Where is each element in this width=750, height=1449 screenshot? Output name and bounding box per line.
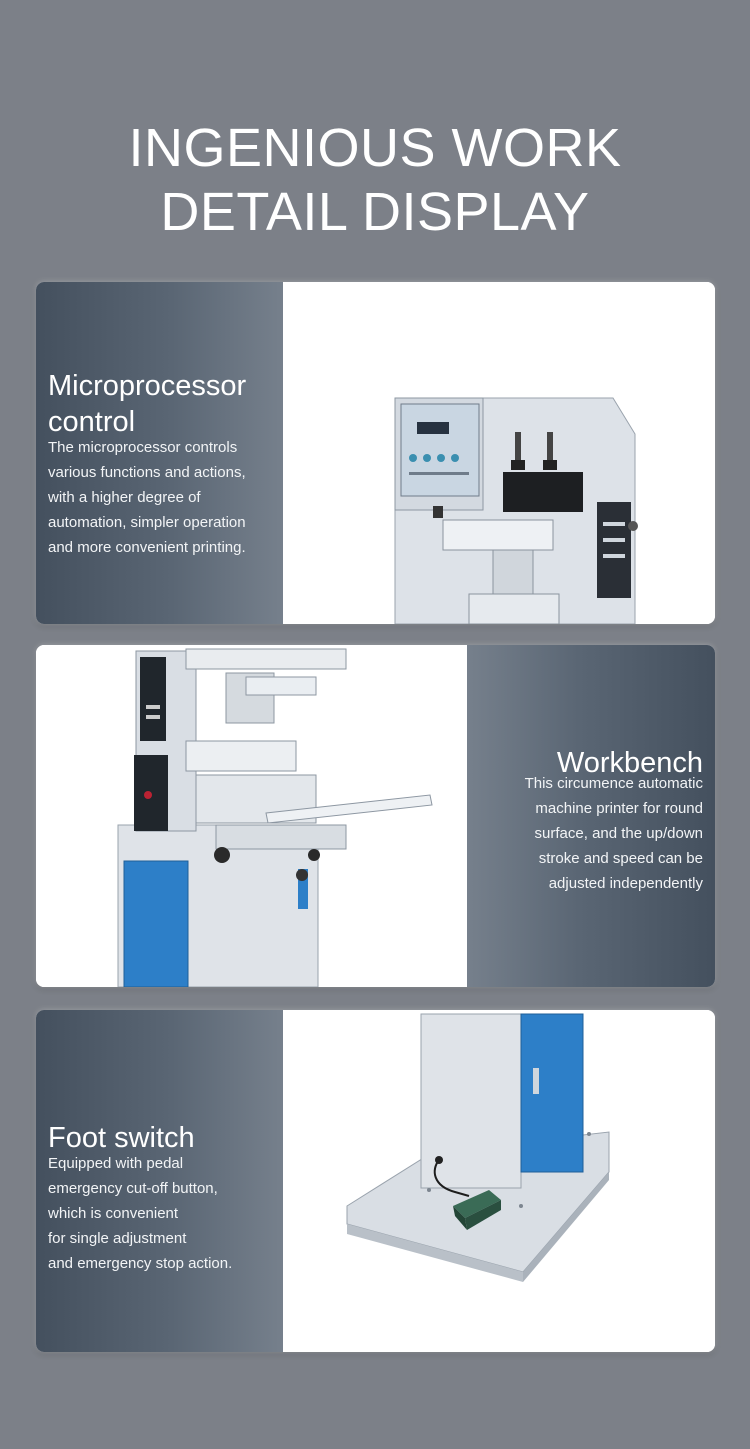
feature-heading-line-2: control (48, 406, 136, 439)
feature-heading: Workbench (556, 747, 703, 780)
feature-description-line: with a higher degree of (48, 489, 201, 506)
feature-description (471, 771, 703, 896)
feature-text-panel (467, 645, 715, 987)
feature-description-line: various functions and actions, (48, 464, 246, 481)
feature-description-line: machine printer for round (535, 800, 703, 817)
feature-heading: Foot switch (48, 1122, 195, 1155)
feature-description (48, 435, 279, 560)
feature-card-microprocessor (36, 282, 715, 624)
feature-description-line: which is convenient (48, 1205, 179, 1222)
feature-text-panel (36, 1010, 283, 1352)
feature-card-workbench (36, 645, 715, 987)
page-title-line-2: DETAIL DISPLAY (160, 182, 590, 243)
feature-description-line: stroke and speed can be (538, 850, 703, 867)
feature-description-line: emergency cut-off button, (48, 1180, 218, 1197)
feature-description-line: for single adjustment (48, 1230, 187, 1247)
machine-control-panel-image (283, 282, 715, 624)
feature-description-line: Equipped with pedal (48, 1155, 184, 1172)
feature-description-line: The microprocessor controls (48, 439, 238, 456)
feature-heading (48, 368, 279, 440)
feature-card-foot-switch (36, 1010, 715, 1352)
page-title-line-1: INGENIOUS WORK (128, 118, 622, 179)
feature-description-line: and emergency stop action. (48, 1255, 233, 1272)
feature-description (48, 1151, 279, 1276)
foot-switch-image (283, 1010, 715, 1352)
feature-description-line: adjusted independently (548, 875, 703, 892)
machine-workbench-image (36, 645, 467, 987)
feature-description-line: automation, simpler operation (48, 514, 246, 531)
feature-heading-line-1: Microprocessor (48, 370, 247, 403)
feature-text-panel (36, 282, 283, 624)
feature-description-line: This circumence automatic (524, 775, 703, 792)
feature-description-line: surface, and the up/down (534, 825, 703, 842)
page-title (0, 116, 750, 244)
feature-description-line: and more convenient printing. (48, 539, 246, 556)
